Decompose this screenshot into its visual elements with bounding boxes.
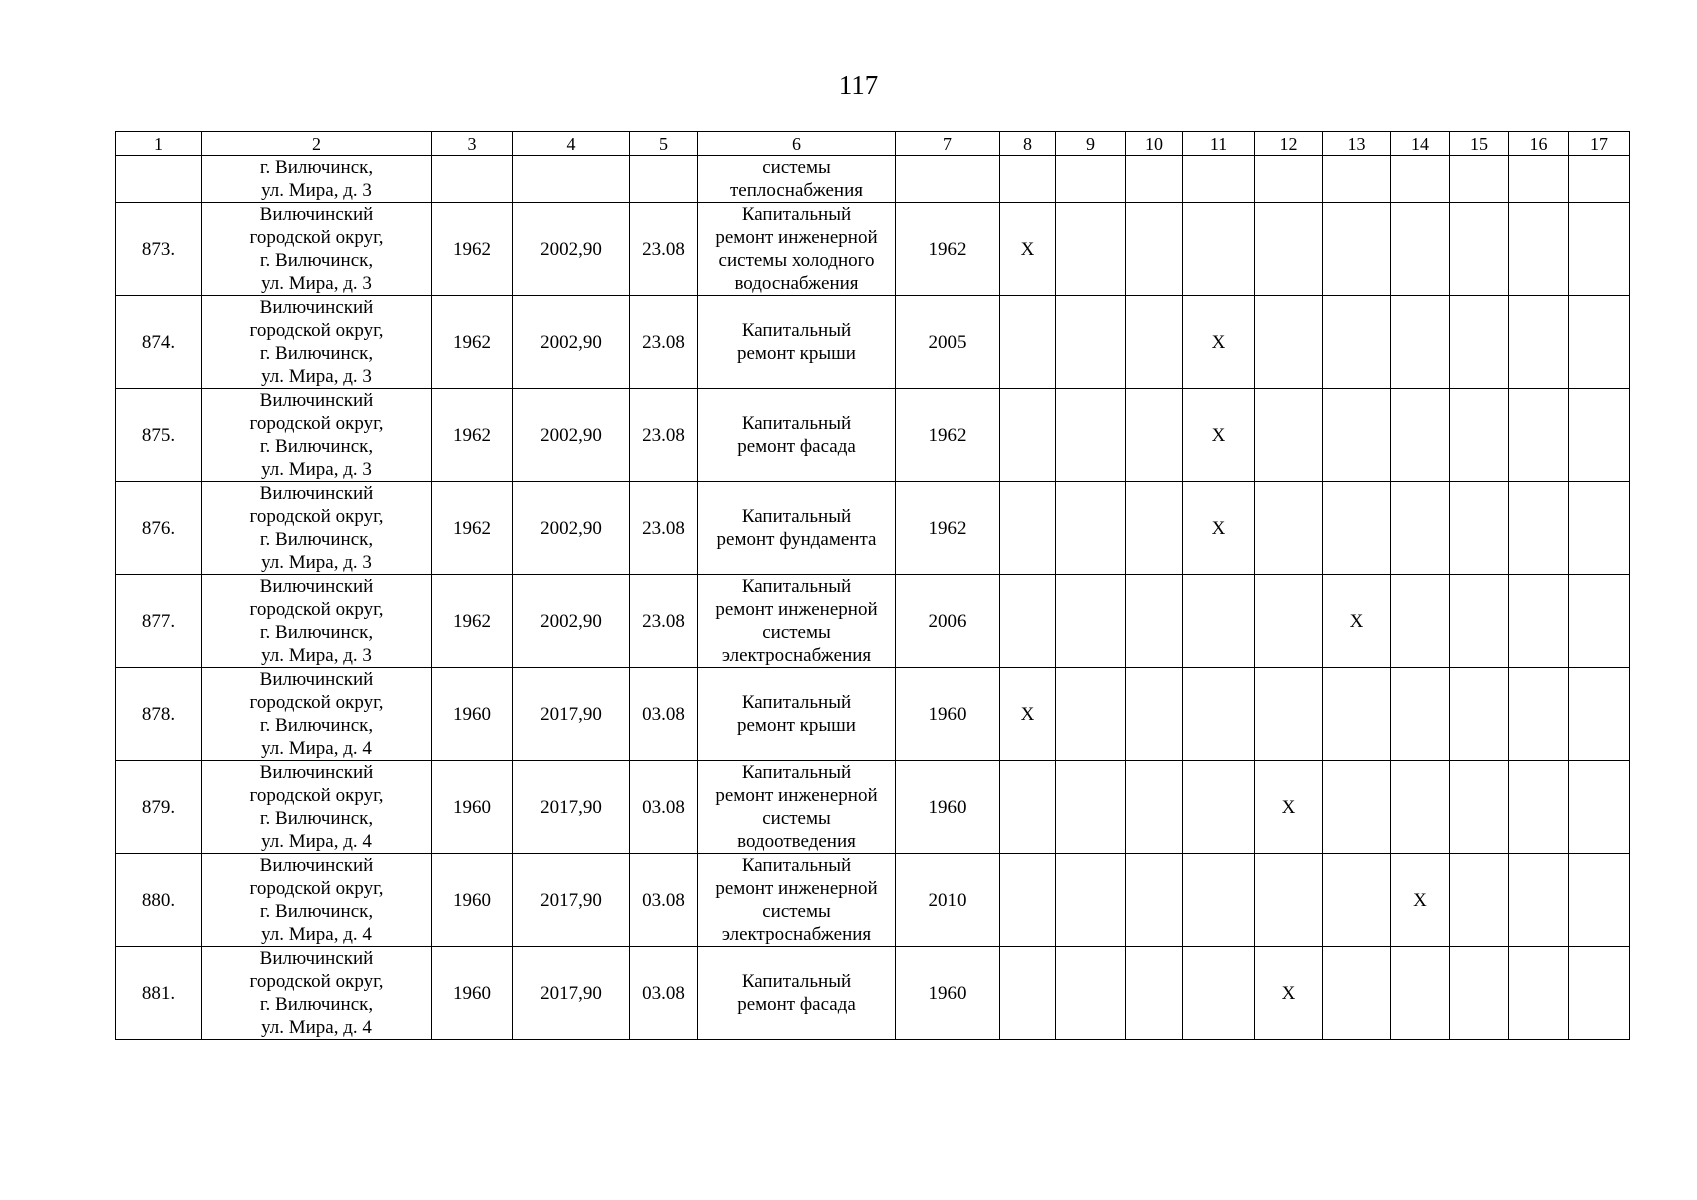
cell-area: 2002,90 <box>513 203 630 296</box>
table-row <box>116 947 1630 1040</box>
column-header: 10 <box>1126 132 1183 156</box>
cell-work: системы теплоснабжения <box>698 156 896 203</box>
cell-mark <box>1056 389 1126 482</box>
cell-mark <box>1183 156 1255 203</box>
cell-work: Капитальный ремонт фасада <box>698 389 896 482</box>
column-header: 13 <box>1323 132 1391 156</box>
cell-num <box>116 156 202 203</box>
cell-mark <box>1509 203 1569 296</box>
cell-year: 1960 <box>432 761 513 854</box>
cell-year: 1962 <box>432 296 513 389</box>
cell-mark <box>1000 156 1056 203</box>
cell-mark <box>1323 296 1391 389</box>
cell-address: Вилючинский городской округ, г. Вилючинск, ул. Мира, д. 3 <box>202 575 432 668</box>
cell-mark <box>1323 668 1391 761</box>
cell-mark <box>1056 854 1126 947</box>
cell-mark <box>1569 156 1630 203</box>
cell-mark <box>1323 203 1391 296</box>
cell-mark: X <box>1183 296 1255 389</box>
cell-mark <box>1255 389 1323 482</box>
cell-wear: 23.08 <box>630 482 698 575</box>
cell-year-work: 1960 <box>896 761 1000 854</box>
cell-num: 875. <box>116 389 202 482</box>
cell-mark <box>1255 156 1323 203</box>
page-number: 117 <box>838 70 879 100</box>
cell-year-work: 1962 <box>896 203 1000 296</box>
cell-mark <box>1569 389 1630 482</box>
cell-mark <box>1255 482 1323 575</box>
cell-mark: X <box>1323 575 1391 668</box>
cell-mark <box>1450 575 1509 668</box>
column-header: 3 <box>432 132 513 156</box>
cell-mark <box>1126 575 1183 668</box>
cell-mark <box>1391 947 1450 1040</box>
cell-mark <box>1569 296 1630 389</box>
cell-mark <box>1000 296 1056 389</box>
cell-address: Вилючинский городской округ, г. Вилючинск, ул. Мира, д. 4 <box>202 668 432 761</box>
cell-num: 880. <box>116 854 202 947</box>
cell-mark <box>1056 296 1126 389</box>
cell-year: 1962 <box>432 203 513 296</box>
cell-mark <box>1450 389 1509 482</box>
cell-mark: X <box>1000 203 1056 296</box>
cell-mark <box>1391 296 1450 389</box>
table-row <box>116 389 1630 482</box>
cell-mark <box>1323 761 1391 854</box>
column-header: 15 <box>1450 132 1509 156</box>
cell-num: 874. <box>116 296 202 389</box>
cell-mark <box>1126 296 1183 389</box>
cell-mark <box>1183 947 1255 1040</box>
cell-year: 1962 <box>432 575 513 668</box>
cell-mark <box>1323 389 1391 482</box>
cell-area: 2002,90 <box>513 575 630 668</box>
cell-year-work: 1962 <box>896 389 1000 482</box>
cell-mark <box>1509 668 1569 761</box>
cell-mark <box>1391 668 1450 761</box>
cell-wear <box>630 156 698 203</box>
cell-mark <box>1569 482 1630 575</box>
cell-wear: 03.08 <box>630 854 698 947</box>
cell-wear: 03.08 <box>630 947 698 1040</box>
cell-address: Вилючинский городской округ, г. Вилючинск, ул. Мира, д. 3 <box>202 296 432 389</box>
cell-mark: X <box>1391 854 1450 947</box>
cell-work: Капитальный ремонт инженерной системы электроснабжения <box>698 854 896 947</box>
cell-num: 877. <box>116 575 202 668</box>
cell-year <box>432 156 513 203</box>
cell-wear: 23.08 <box>630 389 698 482</box>
cell-year: 1962 <box>432 482 513 575</box>
cell-mark <box>1450 203 1509 296</box>
cell-work: Капитальный ремонт инженерной системы электроснабжения <box>698 575 896 668</box>
cell-mark <box>1056 482 1126 575</box>
cell-mark <box>1323 854 1391 947</box>
cell-wear: 23.08 <box>630 296 698 389</box>
cell-year: 1960 <box>432 668 513 761</box>
cell-area: 2017,90 <box>513 854 630 947</box>
cell-mark <box>1056 575 1126 668</box>
cell-year-work: 1960 <box>896 668 1000 761</box>
cell-wear: 03.08 <box>630 761 698 854</box>
cell-mark <box>1255 668 1323 761</box>
repair-schedule-table <box>115 131 1630 1040</box>
cell-mark <box>1450 854 1509 947</box>
cell-mark <box>1255 575 1323 668</box>
cell-mark <box>1255 854 1323 947</box>
column-header: 2 <box>202 132 432 156</box>
cell-area: 2002,90 <box>513 296 630 389</box>
cell-mark <box>1056 668 1126 761</box>
cell-mark <box>1056 156 1126 203</box>
cell-mark <box>1450 761 1509 854</box>
cell-mark <box>1391 575 1450 668</box>
cell-mark <box>1450 668 1509 761</box>
column-header: 16 <box>1509 132 1569 156</box>
cell-mark <box>1391 389 1450 482</box>
column-header: 9 <box>1056 132 1126 156</box>
cell-mark <box>1126 668 1183 761</box>
cell-mark <box>1509 761 1569 854</box>
cell-mark <box>1450 947 1509 1040</box>
table-row <box>116 668 1630 761</box>
header-row <box>116 132 1630 156</box>
cell-mark <box>1183 668 1255 761</box>
cell-mark <box>1509 389 1569 482</box>
continuation-row <box>116 156 1630 203</box>
cell-address: Вилючинский городской округ, г. Вилючинск, ул. Мира, д. 4 <box>202 947 432 1040</box>
cell-mark <box>1056 203 1126 296</box>
cell-num: 876. <box>116 482 202 575</box>
cell-mark <box>1569 203 1630 296</box>
table-row <box>116 854 1630 947</box>
cell-mark: X <box>1255 947 1323 1040</box>
column-header: 6 <box>698 132 896 156</box>
cell-wear: 23.08 <box>630 203 698 296</box>
cell-mark <box>1126 203 1183 296</box>
column-header: 8 <box>1000 132 1056 156</box>
cell-mark <box>1450 482 1509 575</box>
cell-mark: X <box>1183 482 1255 575</box>
cell-mark <box>1509 854 1569 947</box>
cell-mark <box>1509 296 1569 389</box>
column-header: 7 <box>896 132 1000 156</box>
cell-address: Вилючинский городской округ, г. Вилючинск, ул. Мира, д. 3 <box>202 389 432 482</box>
cell-num: 878. <box>116 668 202 761</box>
cell-mark <box>1056 947 1126 1040</box>
column-header: 5 <box>630 132 698 156</box>
cell-area: 2017,90 <box>513 947 630 1040</box>
cell-mark <box>1450 296 1509 389</box>
cell-mark <box>1509 575 1569 668</box>
cell-mark <box>1569 668 1630 761</box>
cell-year-work: 1960 <box>896 947 1000 1040</box>
cell-num: 873. <box>116 203 202 296</box>
cell-mark <box>1000 575 1056 668</box>
cell-address: Вилючинский городской округ, г. Вилючинск, ул. Мира, д. 3 <box>202 203 432 296</box>
cell-mark <box>1569 947 1630 1040</box>
cell-mark <box>1509 482 1569 575</box>
cell-year-work: 1962 <box>896 482 1000 575</box>
cell-mark <box>1183 854 1255 947</box>
cell-year-work <box>896 156 1000 203</box>
cell-wear: 03.08 <box>630 668 698 761</box>
cell-mark <box>1126 947 1183 1040</box>
cell-year-work: 2006 <box>896 575 1000 668</box>
cell-mark <box>1183 761 1255 854</box>
column-header: 12 <box>1255 132 1323 156</box>
cell-mark <box>1391 156 1450 203</box>
table-row <box>116 761 1630 854</box>
cell-area: 2002,90 <box>513 482 630 575</box>
cell-mark <box>1569 575 1630 668</box>
cell-mark <box>1509 156 1569 203</box>
cell-mark <box>1391 482 1450 575</box>
cell-area: 2017,90 <box>513 668 630 761</box>
cell-work: Капитальный ремонт крыши <box>698 668 896 761</box>
cell-mark <box>1391 203 1450 296</box>
cell-mark <box>1000 947 1056 1040</box>
cell-address: г. Вилючинск, ул. Мира, д. 3 <box>202 156 432 203</box>
cell-mark <box>1126 156 1183 203</box>
cell-mark <box>1000 854 1056 947</box>
cell-wear: 23.08 <box>630 575 698 668</box>
column-header: 1 <box>116 132 202 156</box>
cell-year: 1960 <box>432 947 513 1040</box>
cell-mark <box>1126 389 1183 482</box>
column-header: 17 <box>1569 132 1630 156</box>
column-header: 4 <box>513 132 630 156</box>
cell-mark <box>1126 854 1183 947</box>
cell-address: Вилючинский городской округ, г. Вилючинск, ул. Мира, д. 4 <box>202 761 432 854</box>
cell-mark <box>1450 156 1509 203</box>
cell-area: 2002,90 <box>513 389 630 482</box>
cell-mark: X <box>1255 761 1323 854</box>
column-header: 11 <box>1183 132 1255 156</box>
cell-num: 879. <box>116 761 202 854</box>
cell-mark <box>1569 761 1630 854</box>
cell-mark <box>1056 761 1126 854</box>
cell-work: Капитальный ремонт инженерной системы водоотведения <box>698 761 896 854</box>
cell-mark <box>1000 389 1056 482</box>
cell-work: Капитальный ремонт крыши <box>698 296 896 389</box>
cell-mark <box>1183 575 1255 668</box>
cell-mark <box>1000 761 1056 854</box>
cell-year-work: 2010 <box>896 854 1000 947</box>
cell-year: 1962 <box>432 389 513 482</box>
table-row <box>116 203 1630 296</box>
cell-num: 881. <box>116 947 202 1040</box>
cell-mark <box>1323 482 1391 575</box>
table-row <box>116 575 1630 668</box>
cell-mark <box>1391 761 1450 854</box>
cell-area <box>513 156 630 203</box>
table-row <box>116 296 1630 389</box>
cell-work: Капитальный ремонт фасада <box>698 947 896 1040</box>
column-header: 14 <box>1391 132 1450 156</box>
cell-mark: X <box>1183 389 1255 482</box>
table-row <box>116 482 1630 575</box>
cell-mark <box>1000 482 1056 575</box>
cell-mark: X <box>1000 668 1056 761</box>
cell-work: Капитальный ремонт фундамента <box>698 482 896 575</box>
cell-area: 2017,90 <box>513 761 630 854</box>
cell-mark <box>1255 203 1323 296</box>
cell-mark <box>1255 296 1323 389</box>
cell-mark <box>1323 947 1391 1040</box>
cell-mark <box>1323 156 1391 203</box>
cell-mark <box>1569 854 1630 947</box>
cell-work: Капитальный ремонт инженерной системы холодного водоснабжения <box>698 203 896 296</box>
cell-year-work: 2005 <box>896 296 1000 389</box>
cell-mark <box>1509 947 1569 1040</box>
cell-mark <box>1126 482 1183 575</box>
cell-mark <box>1126 761 1183 854</box>
cell-mark <box>1183 203 1255 296</box>
cell-year: 1960 <box>432 854 513 947</box>
cell-address: Вилючинский городской округ, г. Вилючинск, ул. Мира, д. 3 <box>202 482 432 575</box>
cell-address: Вилючинский городской округ, г. Вилючинск, ул. Мира, д. 4 <box>202 854 432 947</box>
